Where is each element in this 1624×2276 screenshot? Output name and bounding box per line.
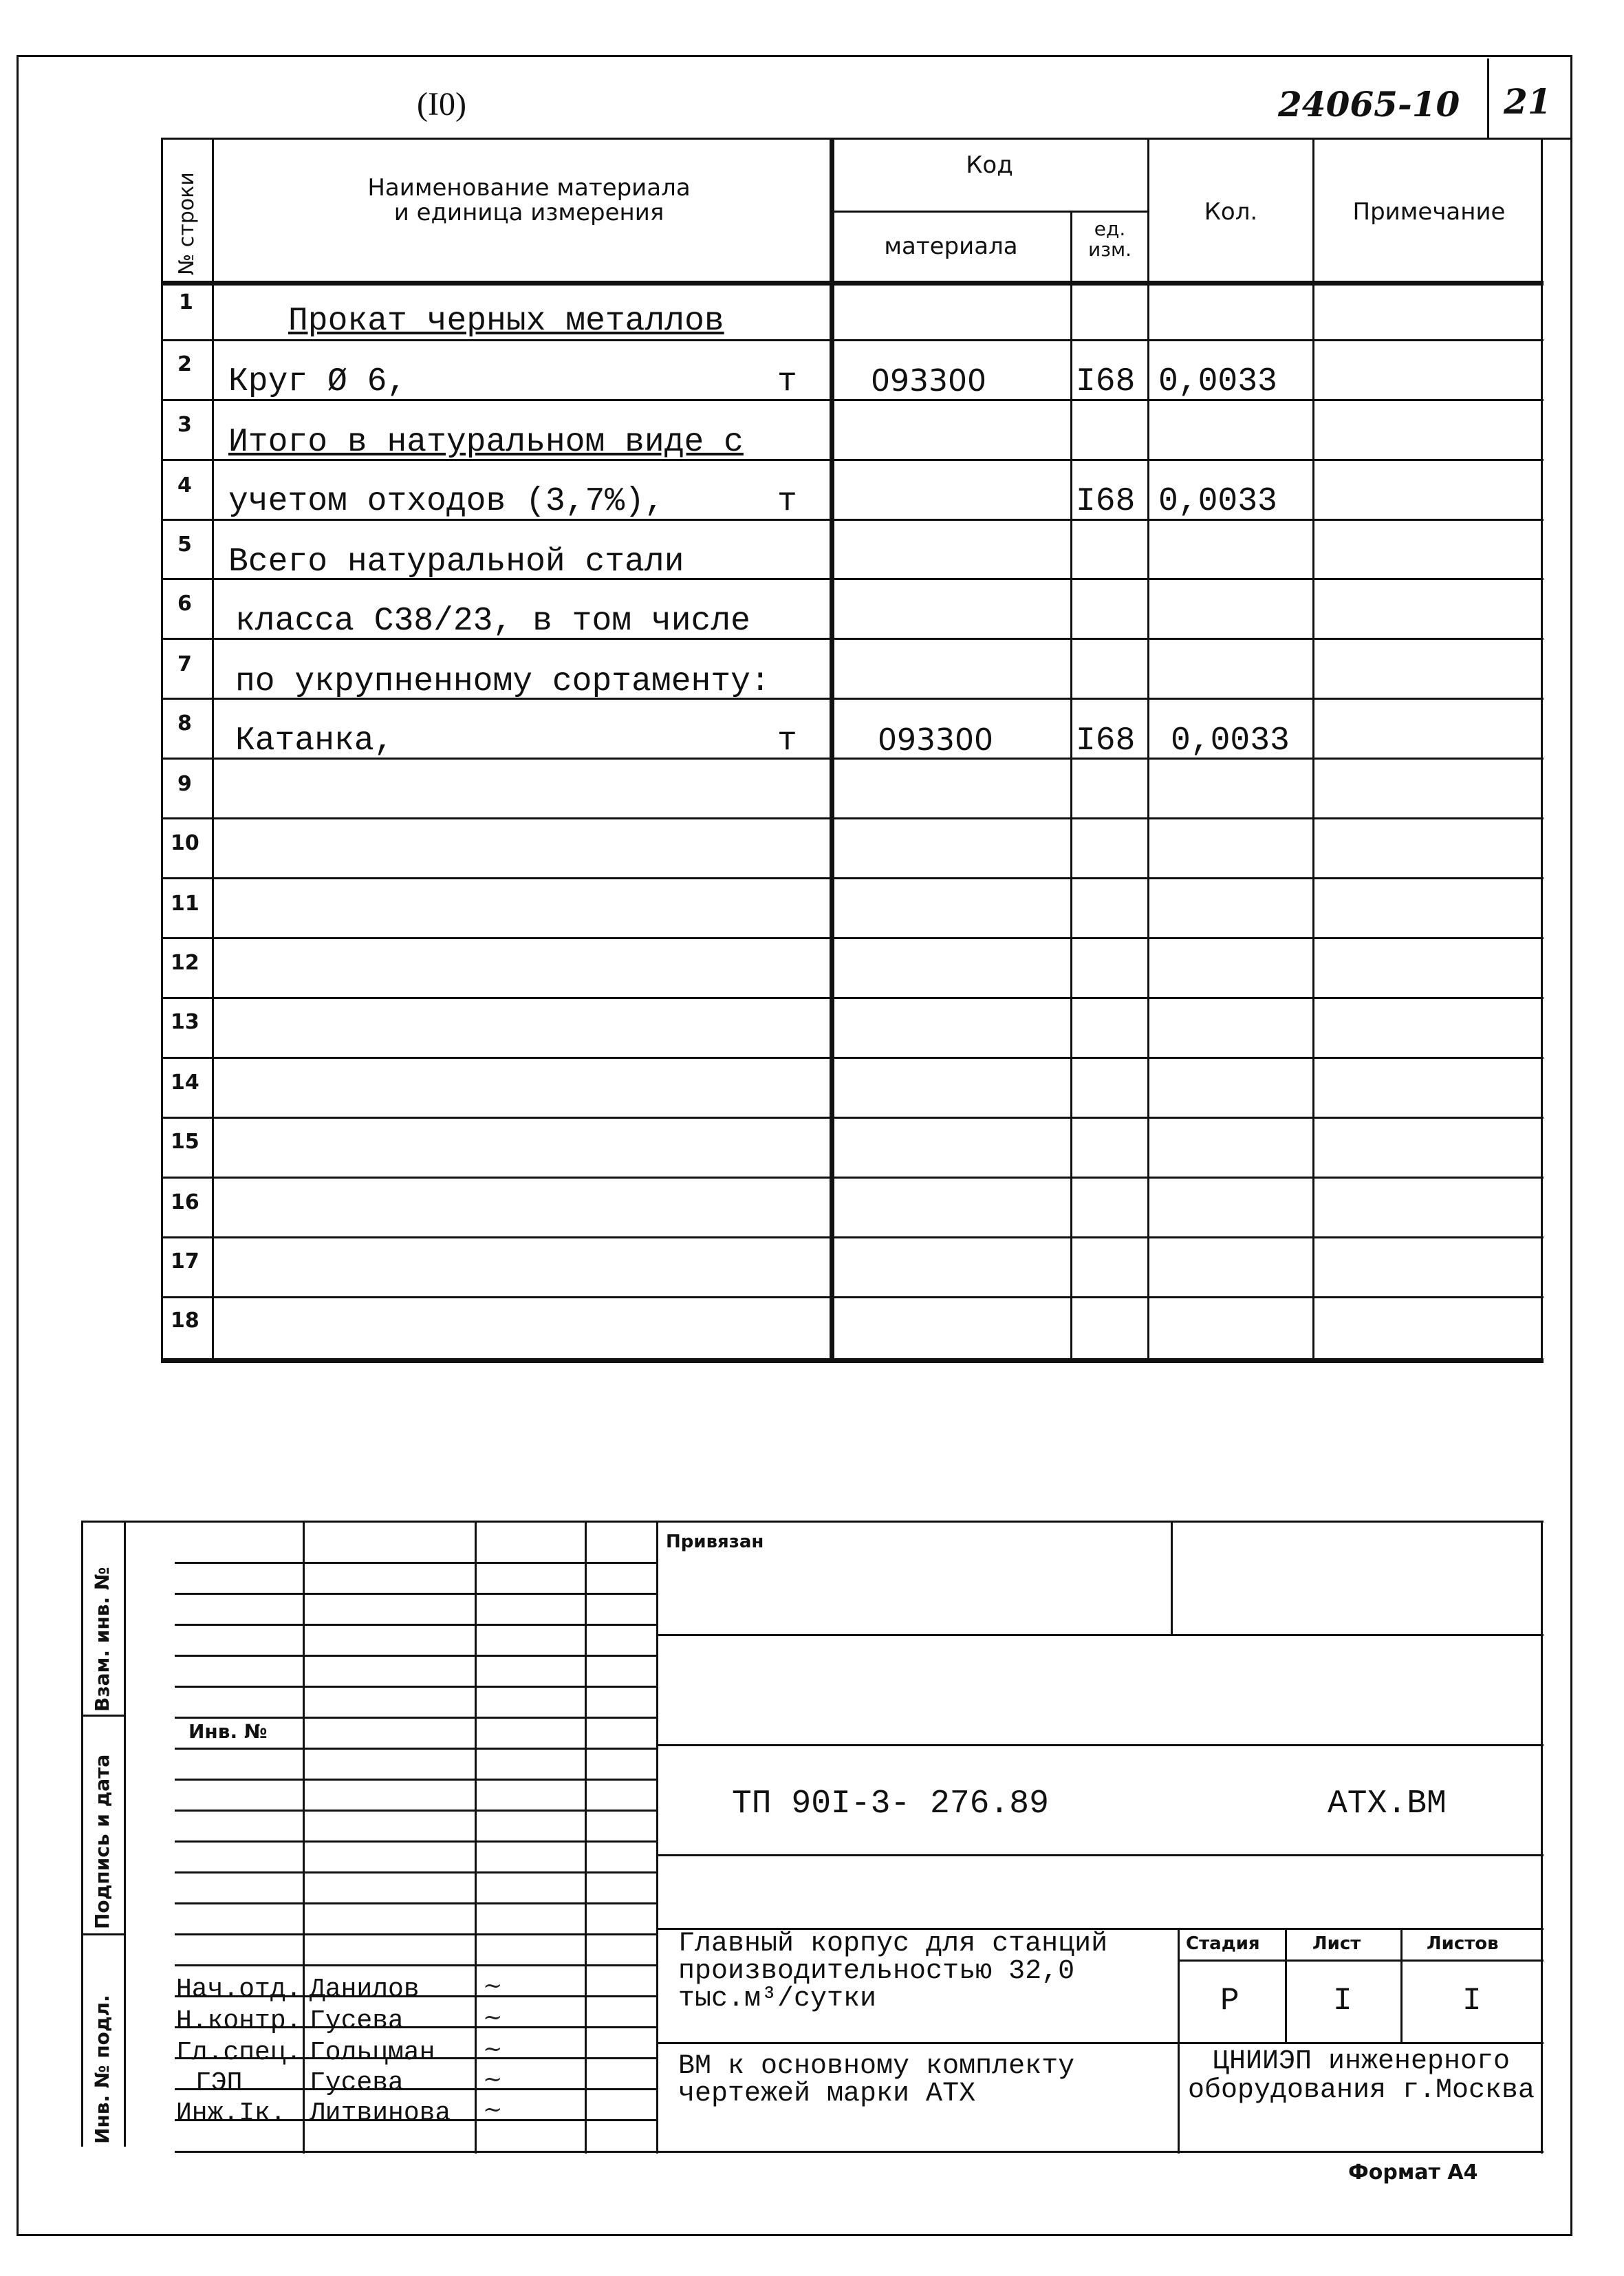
tb-row	[175, 1717, 656, 1719]
signer-role: Нач.отд.	[176, 1975, 302, 2004]
header-row-number: № строки	[175, 172, 199, 275]
row-line	[161, 1057, 1544, 1059]
format-label: Формат А4	[1348, 2160, 1478, 2184]
table-bottom-border	[161, 1358, 1544, 1363]
stage-value: Р	[1220, 1983, 1239, 2019]
tb-row	[175, 1655, 656, 1657]
table-right-border	[1541, 138, 1543, 1362]
row-number: 6	[177, 592, 192, 616]
side-strip-inner	[124, 1521, 126, 2147]
row-line	[161, 997, 1544, 999]
quantity: 0,0033	[1158, 483, 1277, 520]
tb-privyazan-bottom	[656, 1634, 1544, 1636]
header-code: Код	[966, 151, 1013, 179]
code-subheader-line	[832, 211, 1147, 213]
row-number: 2	[177, 352, 192, 376]
row-line	[161, 1236, 1544, 1238]
sheet-title: ВМ к основному комплекту чертежей марки АТХ	[678, 2051, 1075, 2109]
unit-code: I68	[1076, 363, 1136, 400]
sheets-value: I	[1462, 1983, 1482, 2019]
tb-row	[175, 1686, 656, 1688]
material-name: Прокат черных металлов	[288, 303, 724, 340]
unit-letter: т	[777, 722, 797, 760]
col-divider-rownum	[212, 138, 214, 1362]
col-divider-unit	[1147, 138, 1149, 1362]
row-number: 7	[177, 652, 192, 676]
col-divider-code	[1070, 211, 1072, 1362]
row-number: 14	[171, 1071, 199, 1095]
signer-name: Данилов	[310, 1975, 420, 2004]
tb-row	[175, 1748, 656, 1750]
tb-code-top	[656, 1744, 1544, 1746]
row-number: 18	[171, 1309, 199, 1333]
tb-sheet-title-top	[656, 2042, 1544, 2044]
material-name: учетом отходов (3,7%),	[228, 483, 664, 520]
header-note: Примечание	[1352, 198, 1506, 226]
tb-row	[175, 1871, 656, 1874]
tb-row	[175, 1624, 656, 1626]
signer-role: Гл.спец.	[176, 2038, 302, 2068]
label-sheets: Листов	[1427, 1933, 1499, 1954]
side-strip	[81, 1521, 176, 2147]
tb-stage-mid2	[1400, 1928, 1403, 2042]
project-title: Главный корпус для станций производительностью 32,0 тыс.м³/сутки	[678, 1929, 1108, 2015]
row-number: 15	[171, 1130, 199, 1154]
label-inv-podl: Инв. № подл.	[91, 1995, 113, 2144]
header-material-name: Наименование материала и единица измерения	[367, 174, 691, 226]
tb-stage-mid	[1285, 1928, 1287, 2042]
row-line	[161, 937, 1544, 939]
row-number: 13	[171, 1010, 199, 1034]
row-line	[161, 1177, 1544, 1179]
unit-code: I68	[1076, 722, 1136, 760]
tb-bottom	[175, 2151, 1544, 2153]
sheet-value: I	[1333, 1983, 1352, 2019]
side-strip-left	[81, 1521, 83, 2147]
row-number: 17	[171, 1249, 199, 1274]
side-strip-top	[81, 1521, 176, 1523]
row-number: 8	[177, 711, 192, 736]
signer-role: Инж.Iк.	[176, 2098, 286, 2128]
tb-row	[175, 1964, 656, 1966]
col-divider-name	[830, 138, 834, 1362]
label-privyazan: Привязан	[666, 1532, 764, 1552]
table-left-border	[161, 138, 163, 1362]
header-code-unit: ед. изм.	[1087, 217, 1132, 261]
title-block	[175, 1521, 1544, 2154]
signature: ~	[483, 2004, 503, 2031]
signature: ~	[483, 2096, 503, 2123]
material-name: Итого в натуральном виде с	[228, 424, 744, 461]
row-number: 4	[177, 473, 192, 497]
tb-code-bottom	[656, 1854, 1544, 1856]
tb-row	[175, 1562, 656, 1564]
signature: ~	[483, 2035, 503, 2063]
label-inv-no: Инв. №	[186, 1720, 270, 1743]
tb-row	[175, 1933, 656, 1935]
signature: ~	[483, 1972, 503, 1999]
material-name: Всего натуральной стали	[228, 544, 684, 581]
quantity: 0,0033	[1158, 363, 1277, 400]
row-line	[161, 1117, 1544, 1119]
label-sheet: Лист	[1312, 1933, 1361, 1954]
signer-name: Литвинова	[310, 2098, 451, 2128]
signer-role: Н.контр.	[176, 2006, 302, 2036]
tb-row	[175, 1840, 656, 1843]
side-strip-sep	[81, 1715, 124, 1717]
row-number: 5	[177, 533, 192, 557]
tb-row	[175, 2088, 656, 2090]
row-number: 1	[179, 290, 193, 314]
quantity: 0,0033	[1171, 722, 1290, 760]
material-name: по укрупненному сортаменту:	[235, 663, 770, 700]
row-number: 16	[171, 1190, 199, 1214]
document-mark: АТХ.ВМ	[1328, 1785, 1447, 1823]
header-quantity: Кол.	[1204, 198, 1258, 226]
col-divider-qty	[1312, 138, 1314, 1362]
side-strip-sep	[81, 1933, 124, 1935]
row-line	[161, 817, 1544, 819]
label-vzam-inv: Взам. инв. №	[91, 1567, 113, 1712]
materials-table	[161, 138, 1544, 1362]
unit-code: I68	[1076, 483, 1136, 520]
signer-name: Гусева	[310, 2068, 404, 2098]
signature: ~	[483, 2065, 503, 2093]
tb-privyazan-divider	[1171, 1521, 1173, 1634]
tb-row	[175, 1902, 656, 1904]
material-name: Круг Ø 6,	[228, 363, 407, 400]
page-number-divider	[1487, 58, 1489, 138]
material-name: Катанка,	[235, 722, 394, 760]
tb-top	[175, 1521, 1544, 1523]
organization: ЦНИИЭП инженерного оборудования г.Москва	[1187, 2046, 1535, 2106]
label-stage: Стадия	[1186, 1933, 1260, 1954]
row-number: 9	[177, 772, 192, 796]
row-number: 12	[171, 951, 199, 975]
header-bottom-border	[161, 281, 1544, 286]
signer-role: ГЭП	[195, 2068, 243, 2098]
unit-letter: т	[777, 483, 797, 520]
row-number: 10	[171, 831, 199, 855]
tb-stage-header	[1178, 1960, 1544, 1962]
header-code-material: материала	[884, 233, 1018, 260]
page-number: 21	[1504, 81, 1552, 122]
table-top-border	[161, 138, 1544, 140]
signer-name: Гольцман	[310, 2038, 435, 2068]
doc-number: 24065-10	[1278, 84, 1460, 125]
signer-name: Гусева	[310, 2006, 404, 2036]
sheet-code: (I0)	[417, 86, 466, 122]
material-code: 093300	[871, 363, 986, 398]
tb-col	[656, 1521, 658, 2154]
row-number: 3	[177, 413, 192, 437]
row-number: 11	[171, 892, 199, 916]
unit-letter: т	[777, 363, 797, 400]
tb-row	[175, 1779, 656, 1781]
label-podpis-data: Подпись и дата	[91, 1754, 113, 1929]
row-line	[161, 1296, 1544, 1298]
row-line	[161, 877, 1544, 879]
document-code: ТП 90I-3- 276.89	[732, 1785, 1049, 1823]
tb-row	[175, 1810, 656, 1812]
tb-row	[175, 1593, 656, 1595]
material-code: 093300	[878, 722, 993, 758]
material-name: класса С38/23, в том числе	[235, 603, 750, 640]
